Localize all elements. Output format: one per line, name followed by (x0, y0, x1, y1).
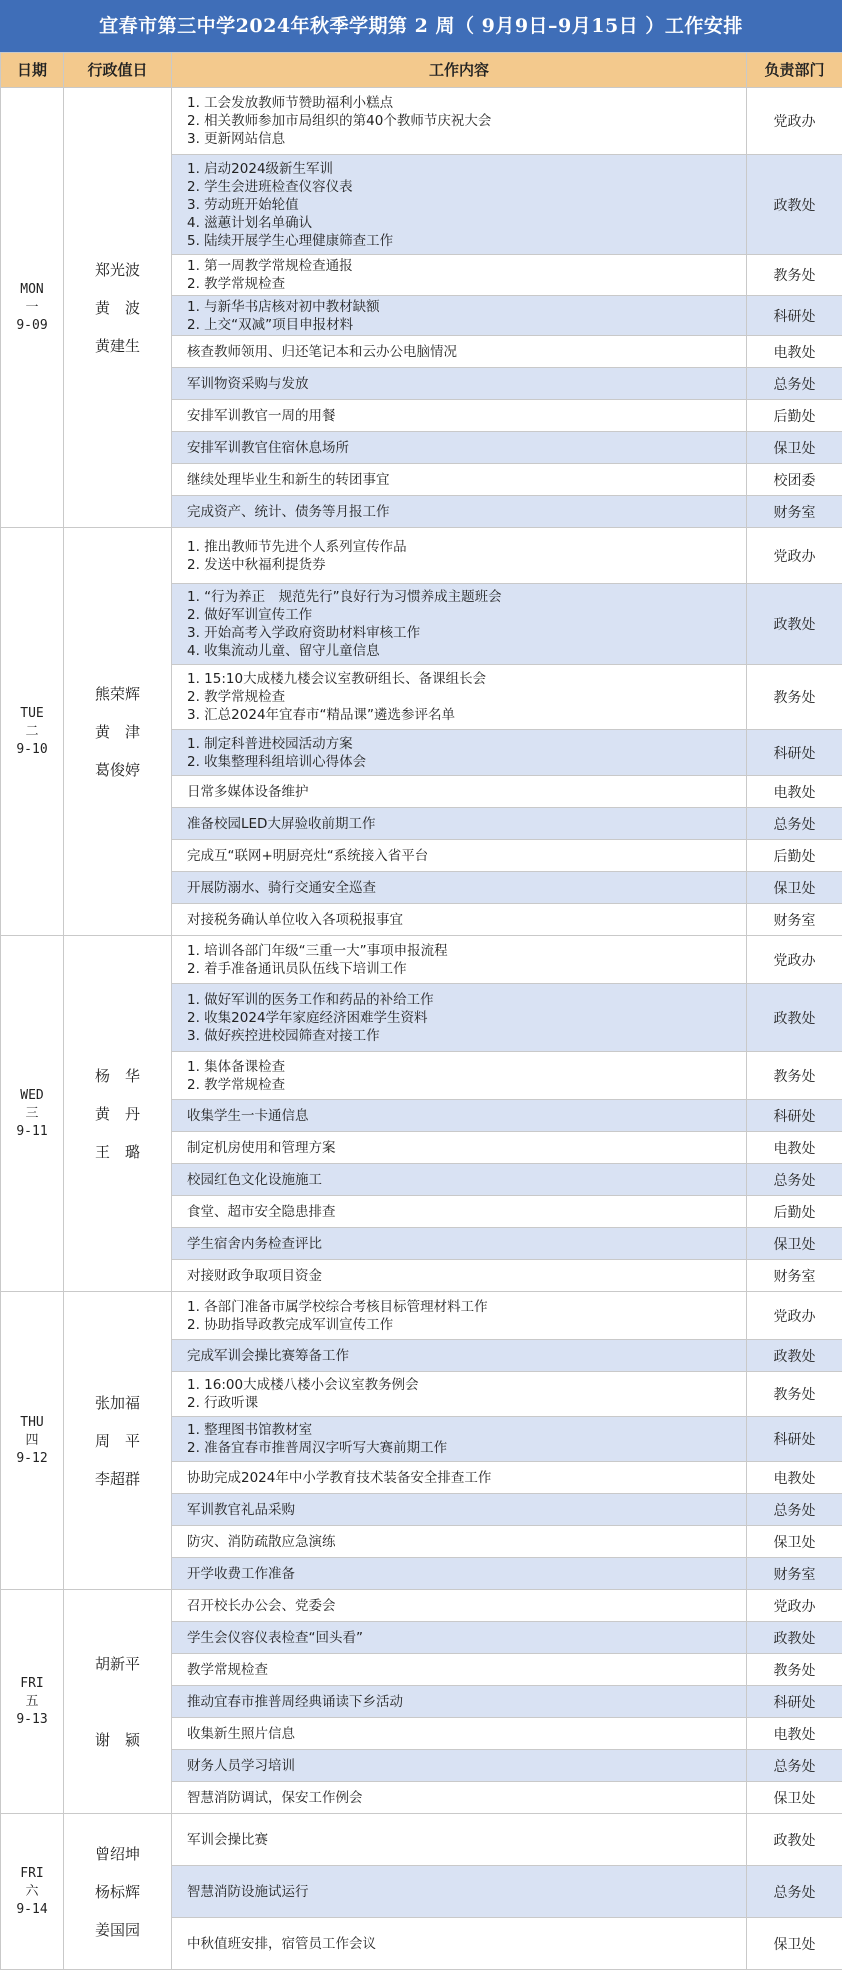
department-cell: 保卫处 (747, 872, 842, 904)
department-cell: 总务处 (747, 1164, 842, 1196)
work-content-cell (172, 872, 747, 904)
work-item-line: 1. 启动2024级新生军训 (187, 160, 746, 178)
day-date-cell (1, 88, 64, 528)
page-title: 宜春市第三中学2024年秋季学期第 2 周（ 9月9日–9月15日 ）工作安排 (0, 0, 842, 52)
work-item-line: 制定机房使用和管理方案 (187, 1139, 746, 1157)
work-content-cell (172, 840, 747, 872)
work-content-cell (172, 904, 747, 936)
work-item-line: 教学常规检查 (187, 1661, 746, 1679)
work-item-line: 5. 陆续开展学生心理健康筛查工作 (187, 232, 746, 250)
work-item-line: 财务人员学习培训 (187, 1757, 746, 1775)
work-item-line: 协助完成2024年中小学教育技术装备安全排查工作 (187, 1469, 746, 1487)
work-content-cell (172, 1782, 747, 1814)
work-item-line: 2. 协助指导政教完成军训宣传工作 (187, 1316, 746, 1334)
duty-officer-name: 李超群 (64, 1460, 171, 1498)
work-item-line: 军训物资采购与发放 (187, 375, 746, 393)
duty-officer-name: 周 平 (64, 1422, 171, 1460)
duty-officers-cell (64, 1292, 172, 1590)
day-date-line: FRI (1, 1865, 63, 1883)
duty-officer-name: 姜国园 (64, 1911, 171, 1949)
department-cell: 教务处 (747, 1654, 842, 1686)
work-item-line: 日常多媒体设备维护 (187, 783, 746, 801)
work-content-cell (172, 1590, 747, 1622)
work-item-line: 2. 行政听课 (187, 1394, 746, 1412)
table-row (1, 936, 842, 984)
work-content-cell (172, 368, 747, 400)
work-item-line: 2. 教学常规检查 (187, 1076, 746, 1094)
work-content-cell (172, 1718, 747, 1750)
work-content-cell (172, 1622, 747, 1654)
work-content-cell (172, 1132, 747, 1164)
work-content-cell (172, 296, 747, 336)
work-item-line: 1. 集体备课检查 (187, 1058, 746, 1076)
department-cell: 电教处 (747, 1718, 842, 1750)
duty-officer-name: 黄 津 (64, 713, 171, 751)
work-item-line: 核查教师领用、归还笔记本和云办公电脑情况 (187, 343, 746, 361)
department-cell: 教务处 (747, 255, 842, 296)
work-content-cell (172, 584, 747, 665)
work-item-line: 2. 收集2024学年家庭经济困难学生资料 (187, 1009, 746, 1027)
work-item-line: 1. 制定科普进校园活动方案 (187, 735, 746, 753)
duty-officer-name: 张加福 (64, 1384, 171, 1422)
work-item-line: 3. 开始高考入学政府资助材料审核工作 (187, 624, 746, 642)
day-date-cell (1, 1292, 64, 1590)
work-content-cell (172, 1292, 747, 1340)
duty-officer-name: 杨标辉 (64, 1873, 171, 1911)
work-item-line: 2. 学生会进班检查仪容仪表 (187, 178, 746, 196)
work-item-line: 3. 汇总2024年宜春市“精品课”遴选参评名单 (187, 706, 746, 724)
work-item-line: 军训教官礼品采购 (187, 1501, 746, 1519)
work-content-cell (172, 1866, 747, 1918)
work-item-line: 1. 与新华书店核对初中教材缺额 (187, 298, 746, 316)
work-content-cell (172, 1052, 747, 1100)
department-cell: 科研处 (747, 1100, 842, 1132)
department-cell: 总务处 (747, 1494, 842, 1526)
department-cell: 总务处 (747, 808, 842, 840)
work-item-line: 收集新生照片信息 (187, 1725, 746, 1743)
department-cell: 财务室 (747, 1558, 842, 1590)
department-cell: 政教处 (747, 1622, 842, 1654)
department-cell: 财务室 (747, 904, 842, 936)
duty-officer-name: 谢 颍 (64, 1721, 171, 1759)
duty-officers-cell (64, 528, 172, 936)
work-item-line: 2. 着手准备通讯员队伍线下培训工作 (187, 960, 746, 978)
day-date-line: 9-10 (1, 741, 63, 759)
work-item-line: 完成互“联网+明厨亮灶“系统接入省平台 (187, 847, 746, 865)
table-row (1, 1292, 842, 1340)
duty-officers-cell (64, 1814, 172, 1970)
work-item-line: 2. 做好军训宣传工作 (187, 606, 746, 624)
work-content-cell (172, 1918, 747, 1970)
header-work: 工作内容 (172, 53, 747, 88)
day-date-line: 五 (1, 1693, 63, 1711)
work-content-cell (172, 1260, 747, 1292)
work-content-cell (172, 730, 747, 776)
header-dept: 负责部门 (747, 53, 842, 88)
department-cell: 党政办 (747, 528, 842, 584)
department-cell: 电教处 (747, 336, 842, 368)
work-content-cell (172, 984, 747, 1052)
work-item-line: 防灾、消防疏散应急演练 (187, 1533, 746, 1551)
day-date-line: 一 (1, 299, 63, 317)
schedule-body (1, 88, 842, 1970)
duty-officer-name: 曾绍坤 (64, 1835, 171, 1873)
work-item-line: 校园红色文化设施施工 (187, 1171, 746, 1189)
duty-officers-cell (64, 936, 172, 1292)
department-cell: 党政办 (747, 936, 842, 984)
department-cell: 财务室 (747, 1260, 842, 1292)
duty-officer-name: 郑光波 (64, 251, 171, 289)
work-item-line: 开学收费工作准备 (187, 1565, 746, 1583)
department-cell: 政教处 (747, 584, 842, 665)
work-content-cell (172, 1750, 747, 1782)
work-content-cell (172, 1340, 747, 1372)
work-item-line: 学生会仪容仪表检查“回头看” (187, 1629, 746, 1647)
day-date-cell (1, 528, 64, 936)
department-cell: 教务处 (747, 1372, 842, 1417)
department-cell: 教务处 (747, 665, 842, 730)
duty-officer-name: 黄建生 (64, 327, 171, 365)
work-item-line: 中秋值班安排，宿管员工作会议 (187, 1935, 746, 1953)
work-item-line: 4. 滋蕙计划名单确认 (187, 214, 746, 232)
day-date-line: WED (1, 1087, 63, 1105)
work-content-cell (172, 155, 747, 255)
work-content-cell (172, 1164, 747, 1196)
work-item-line: 1. 培训各部门年级“三重一大”事项申报流程 (187, 942, 746, 960)
work-item-line: 1. “行为养正 规范先行”良好行为习惯养成主题班会 (187, 588, 746, 606)
work-content-cell (172, 496, 747, 528)
work-item-line: 学生宿舍内务检查评比 (187, 1235, 746, 1253)
duty-officer-name (64, 1683, 171, 1721)
work-item-line: 1. 各部门准备市属学校综合考核目标管理材料工作 (187, 1298, 746, 1316)
day-date-line: 9-14 (1, 1901, 63, 1919)
work-item-line: 1. 工会发放教师节赞助福利小糕点 (187, 94, 746, 112)
schedule-table (0, 52, 842, 1970)
department-cell: 科研处 (747, 1686, 842, 1718)
work-content-cell (172, 808, 747, 840)
duty-officer-name: 葛俊婷 (64, 751, 171, 789)
work-item-line: 2. 教学常规检查 (187, 688, 746, 706)
work-content-cell (172, 1372, 747, 1417)
work-content-cell (172, 88, 747, 155)
work-item-line: 智慧消防调试，保安工作例会 (187, 1789, 746, 1807)
department-cell: 保卫处 (747, 1918, 842, 1970)
work-item-line: 1. 第一周教学常规检查通报 (187, 257, 746, 275)
department-cell: 政教处 (747, 1340, 842, 1372)
work-content-cell (172, 1814, 747, 1866)
day-date-line: MON (1, 281, 63, 299)
work-content-cell (172, 432, 747, 464)
department-cell: 总务处 (747, 1750, 842, 1782)
work-item-line: 开展防溺水、骑行交通安全巡查 (187, 879, 746, 897)
work-item-line: 2. 上交“双减”项目申报材料 (187, 316, 746, 334)
work-content-cell (172, 1228, 747, 1260)
day-date-cell (1, 1814, 64, 1970)
day-date-line: 六 (1, 1883, 63, 1901)
department-cell: 电教处 (747, 776, 842, 808)
work-item-line: 3. 更新网站信息 (187, 130, 746, 148)
work-content-cell (172, 1417, 747, 1462)
work-item-line: 2. 准备宜春市推普周汉字听写大赛前期工作 (187, 1439, 746, 1457)
work-content-cell (172, 336, 747, 368)
department-cell: 教务处 (747, 1052, 842, 1100)
work-item-line: 食堂、超市安全隐患排查 (187, 1203, 746, 1221)
work-item-line: 完成资产、统计、债务等月报工作 (187, 503, 746, 521)
department-cell: 保卫处 (747, 432, 842, 464)
work-content-cell (172, 1558, 747, 1590)
day-date-line: THU (1, 1414, 63, 1432)
work-item-line: 安排军训教官住宿休息场所 (187, 439, 746, 457)
work-item-line: 继续处理毕业生和新生的转团事宜 (187, 471, 746, 489)
day-date-line: 三 (1, 1105, 63, 1123)
header-row (1, 53, 842, 88)
day-date-line: 9-13 (1, 1711, 63, 1729)
day-date-line: 9-09 (1, 317, 63, 335)
duty-officer-name: 熊荣辉 (64, 675, 171, 713)
duty-officers-cell (64, 88, 172, 528)
table-row (1, 88, 842, 155)
day-date-line: 9-11 (1, 1123, 63, 1141)
work-item-line: 2. 发送中秋福利提货券 (187, 556, 746, 574)
department-cell: 总务处 (747, 368, 842, 400)
table-row (1, 528, 842, 584)
work-item-line: 召开校长办公会、党委会 (187, 1597, 746, 1615)
department-cell: 政教处 (747, 1814, 842, 1866)
department-cell: 政教处 (747, 155, 842, 255)
work-item-line: 2. 相关教师参加市局组织的第40个教师节庆祝大会 (187, 112, 746, 130)
department-cell: 党政办 (747, 1292, 842, 1340)
work-content-cell (172, 1654, 747, 1686)
department-cell: 财务室 (747, 496, 842, 528)
day-date-line: 二 (1, 723, 63, 741)
day-date-cell (1, 936, 64, 1292)
department-cell: 校团委 (747, 464, 842, 496)
work-item-line: 1. 16:00大成楼八楼小会议室教务例会 (187, 1376, 746, 1394)
work-content-cell (172, 1686, 747, 1718)
work-item-line: 军训会操比赛 (187, 1831, 746, 1849)
work-content-cell (172, 1462, 747, 1494)
table-row (1, 1814, 842, 1866)
work-item-line: 智慧消防设施试运行 (187, 1883, 746, 1901)
work-content-cell (172, 464, 747, 496)
table-row (1, 1590, 842, 1622)
duty-officer-name: 黄 丹 (64, 1095, 171, 1133)
department-cell: 电教处 (747, 1462, 842, 1494)
work-item-line: 2. 教学常规检查 (187, 275, 746, 293)
work-item-line: 1. 整理图书馆教材室 (187, 1421, 746, 1439)
duty-officer-name: 黄 波 (64, 289, 171, 327)
work-item-line: 1. 做好军训的医务工作和药品的补给工作 (187, 991, 746, 1009)
day-date-line: 四 (1, 1432, 63, 1450)
work-content-cell (172, 1526, 747, 1558)
work-item-line: 3. 做好疾控进校园筛查对接工作 (187, 1027, 746, 1045)
department-cell: 党政办 (747, 88, 842, 155)
work-content-cell (172, 255, 747, 296)
work-item-line: 1. 15:10大成楼九楼会议室教研组长、备课组长会 (187, 670, 746, 688)
department-cell: 科研处 (747, 730, 842, 776)
department-cell: 科研处 (747, 296, 842, 336)
work-content-cell (172, 665, 747, 730)
department-cell: 后勤处 (747, 400, 842, 432)
department-cell: 党政办 (747, 1590, 842, 1622)
work-content-cell (172, 1494, 747, 1526)
work-item-line: 4. 收集流动儿童、留守儿童信息 (187, 642, 746, 660)
duty-officer-name: 王 璐 (64, 1133, 171, 1171)
work-content-cell (172, 1100, 747, 1132)
department-cell: 后勤处 (747, 1196, 842, 1228)
department-cell: 保卫处 (747, 1782, 842, 1814)
duty-officer-name: 胡新平 (64, 1645, 171, 1683)
work-content-cell (172, 528, 747, 584)
work-item-line: 安排军训教官一周的用餐 (187, 407, 746, 425)
department-cell: 保卫处 (747, 1228, 842, 1260)
work-content-cell (172, 400, 747, 432)
header-date: 日期 (1, 53, 64, 88)
department-cell: 总务处 (747, 1866, 842, 1918)
work-item-line: 1. 推出教师节先进个人系列宣传作品 (187, 538, 746, 556)
department-cell: 电教处 (747, 1132, 842, 1164)
day-date-cell (1, 1590, 64, 1814)
work-content-cell (172, 1196, 747, 1228)
work-item-line: 准备校园LED大屏验收前期工作 (187, 815, 746, 833)
department-cell: 政教处 (747, 984, 842, 1052)
work-item-line: 对接税务确认单位收入各项税报事宜 (187, 911, 746, 929)
work-item-line: 推动宜春市推普周经典诵读下乡活动 (187, 1693, 746, 1711)
work-item-line: 收集学生一卡通信息 (187, 1107, 746, 1125)
work-item-line: 对接财政争取项目资金 (187, 1267, 746, 1285)
work-content-cell (172, 936, 747, 984)
work-item-line: 完成军训会操比赛筹备工作 (187, 1347, 746, 1365)
day-date-line: 9-12 (1, 1450, 63, 1468)
header-duty: 行政值日 (64, 53, 172, 88)
department-cell: 保卫处 (747, 1526, 842, 1558)
work-item-line: 3. 劳动班开始轮值 (187, 196, 746, 214)
department-cell: 后勤处 (747, 840, 842, 872)
duty-officers-cell (64, 1590, 172, 1814)
department-cell: 科研处 (747, 1417, 842, 1462)
work-item-line: 2. 收集整理科组培训心得体会 (187, 753, 746, 771)
day-date-line: TUE (1, 705, 63, 723)
duty-officer-name: 杨 华 (64, 1057, 171, 1095)
day-date-line: FRI (1, 1675, 63, 1693)
work-content-cell (172, 776, 747, 808)
